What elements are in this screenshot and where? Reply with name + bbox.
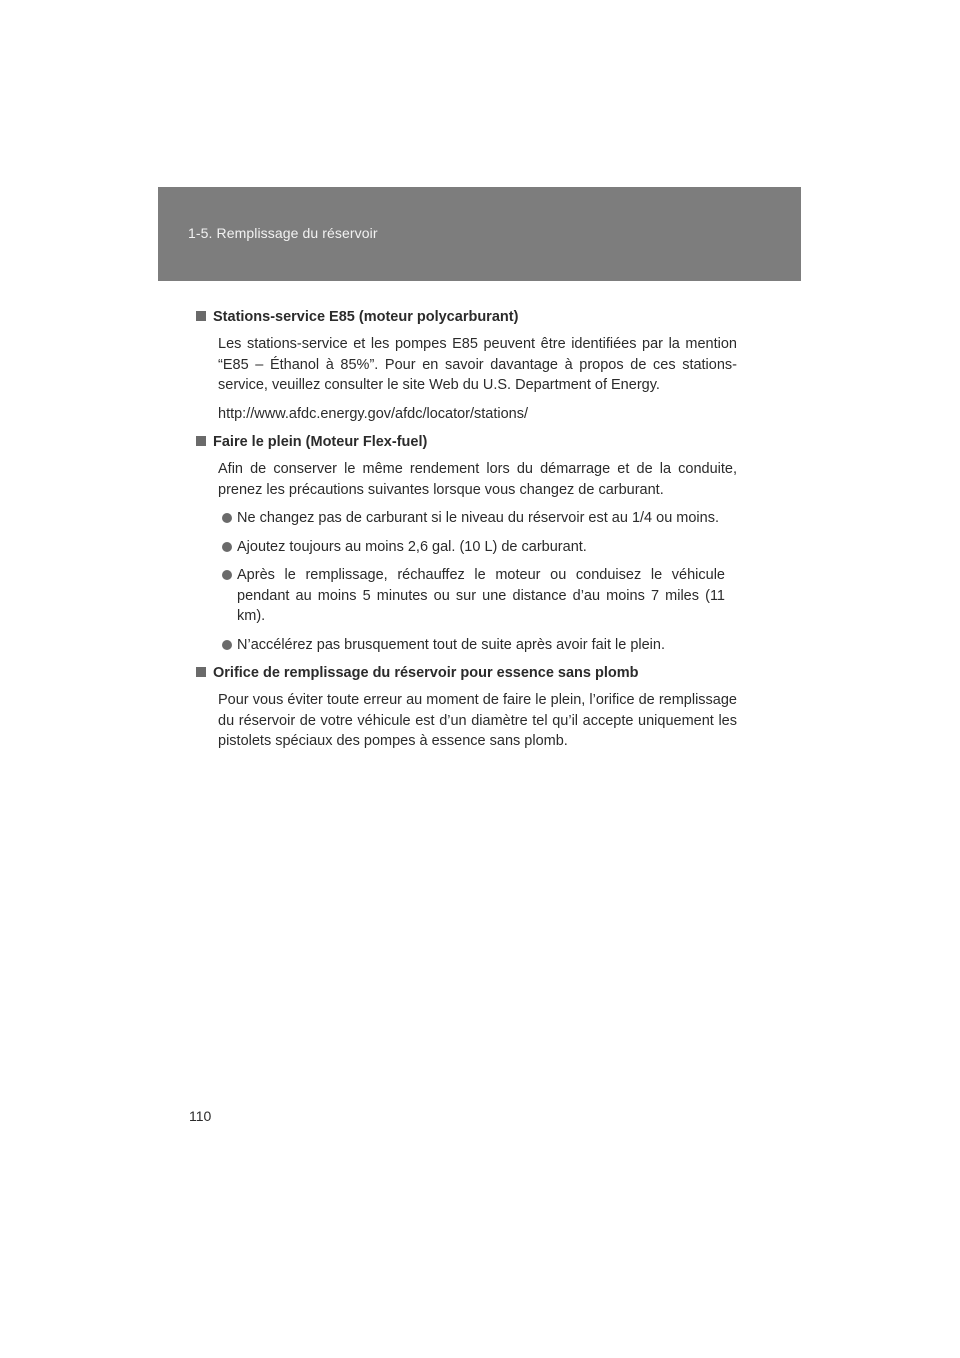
round-bullet-icon [222, 513, 232, 523]
section-header-band [158, 187, 801, 281]
section-e85-stations [196, 307, 737, 424]
list-item-text: Ajoutez toujours au moins 2,6 gal. (10 L) de carburant. [237, 538, 587, 555]
round-bullet-icon [222, 542, 232, 552]
list-item [222, 565, 737, 627]
section-refueling-flex-fuel [196, 432, 737, 655]
section-heading [196, 432, 737, 453]
round-bullet-icon [222, 640, 232, 650]
square-bullet-icon [196, 667, 206, 677]
list-item [222, 537, 737, 558]
list-item-text: N’accélérez pas brusquement tout de suite après avoir fait le plein. [237, 636, 665, 653]
page-number: 110 [189, 1108, 212, 1124]
section-heading-text: Faire le plein (Moteur Flex-fuel) [213, 434, 428, 450]
section-heading-text: Stations-service E85 (moteur polycarburant) [213, 309, 519, 325]
section-heading-text: Orifice de remplissage du réservoir pour essence sans plomb [213, 665, 639, 681]
section-paragraph: Pour vous éviter toute erreur au moment de faire le plein, l’orifice de remplissage du réservoir de votre véhicule est d’un diamètre tel qu’il accepte uniquement les pistolets spéciaux des pompes à essence sans plomb. [218, 692, 737, 749]
website-url: http://www.afdc.energy.gov/afdc/locator/stations/ [218, 405, 529, 422]
list-item [222, 508, 737, 529]
list-item-text: Ne changez pas de carburant si le niveau du réservoir est au 1/4 ou moins. [237, 510, 719, 526]
list-item [222, 635, 737, 656]
section-unleaded-filler-opening [196, 663, 737, 752]
section-heading [196, 663, 737, 684]
section-heading [196, 307, 737, 328]
section-paragraph: Afin de conserver le même rendement lors du démarrage et de la conduite, prenez les précautions suivantes lorsque vous changez de carburant. [218, 461, 737, 498]
page-content [196, 307, 737, 752]
section-paragraph: Les stations-service et les pompes E85 peuvent être identifiées par la mention “E85 – Éthanol à 85%”. Pour en savoir davantage à propos de ces stations-service, veuillez consulter le site Web du U.S. Department of Energy. [218, 336, 737, 393]
section-title: 1-5. Remplissage du réservoir [188, 225, 378, 241]
square-bullet-icon [196, 436, 206, 446]
round-bullet-icon [222, 570, 232, 580]
square-bullet-icon [196, 311, 206, 321]
list-item-text: Après le remplissage, réchauffez le moteur ou conduisez le véhicule pendant au moins 5 minutes ou sur une distance d’au moins 7 miles (11 km). [237, 567, 725, 624]
